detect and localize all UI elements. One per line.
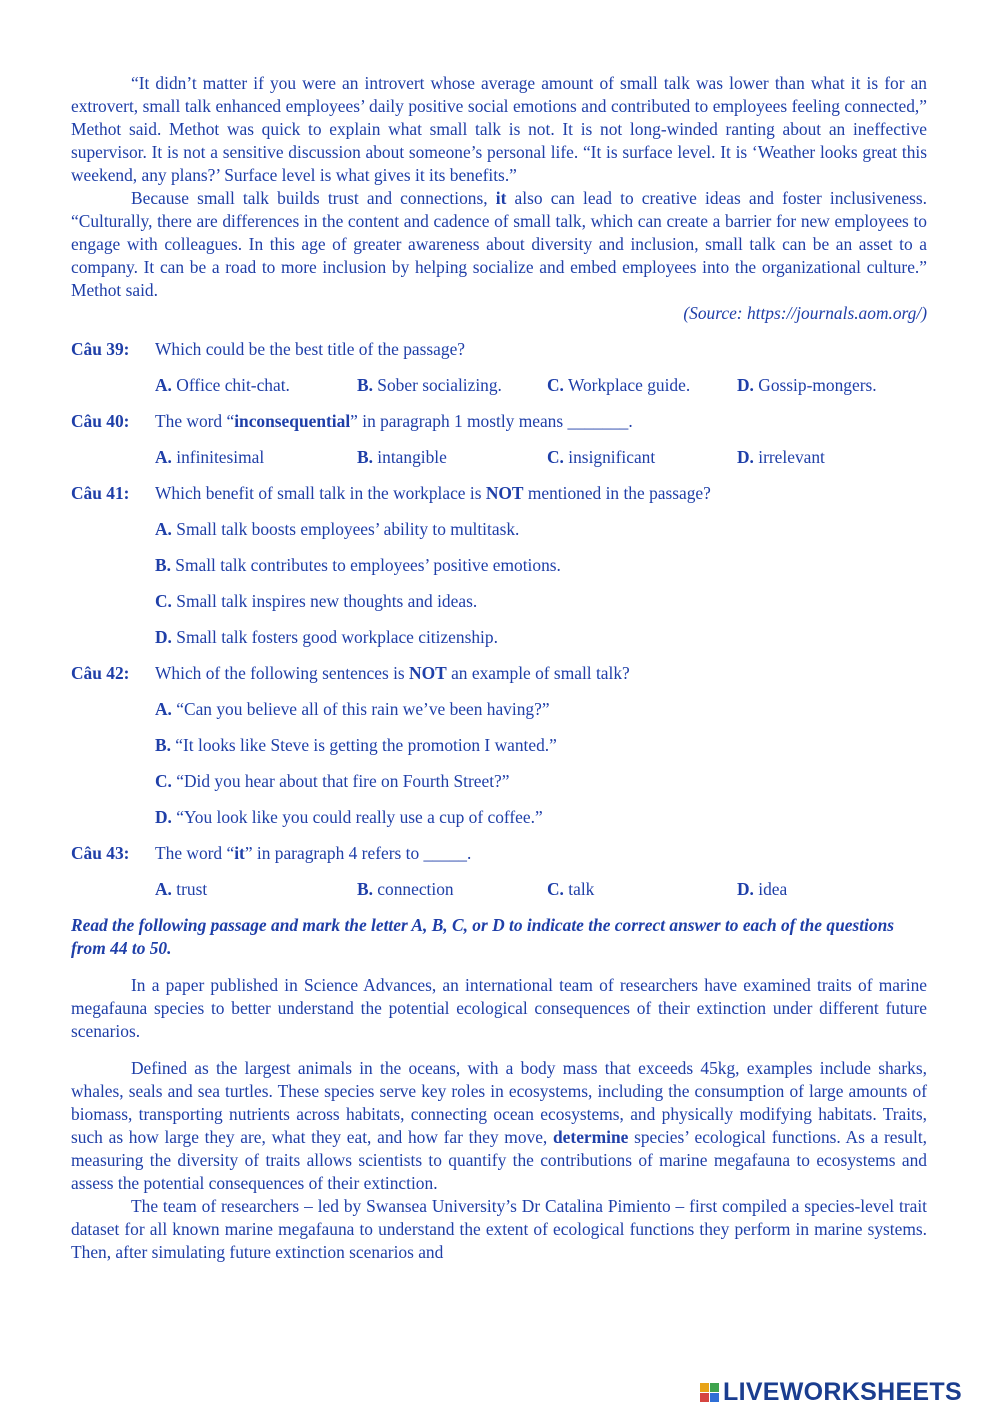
logo-text: LIVEWORKSHEETS: [723, 1378, 962, 1406]
question-number: Câu 42:: [71, 663, 130, 683]
option-d[interactable]: D. Small talk fosters good workplace citizenship.: [155, 627, 498, 647]
question-number: Câu 40:: [71, 411, 130, 431]
section-instruction: Read the following passage and mark the letter A, B, C, or D to indicate the correct answer to each of the questions from 44 to 50.: [71, 915, 895, 958]
option-c[interactable]: C. talk: [547, 879, 595, 899]
question-43-options: [71, 878, 927, 901]
logo-square-4: [710, 1393, 719, 1402]
question-43: [71, 842, 927, 865]
passage2-paragraph-3: The team of researchers – led by Swansea University’s Dr Catalina Pimiento – first compiled a species-level trait dataset for all known marine megafauna to understand the extent of ecological functions they perform in marine systems. Then, after simulating future extinction scenarios and: [71, 1196, 927, 1262]
logo-square-2: [710, 1383, 719, 1392]
option-d[interactable]: D. Gossip-mongers.: [737, 375, 877, 395]
passage1-paragraph-3: “It didn’t matter if you were an introvert whose average amount of small talk was lower than what it is for an extrovert, small talk enhanced employees’ daily positive social emotions and contributed to employees feeling connected,” Methot said. Methot was quick to explain what small talk is not. It is not long-winded ranting about an ineffective supervisor. It is not a sensitive discussion about someone’s personal life. “It is surface level. It is ‘Weather looks great this weekend, any plans?’ Surface level is what gives it its benefits.”: [71, 73, 927, 185]
logo-square-1: [700, 1383, 709, 1392]
option-b[interactable]: B. intangible: [357, 447, 447, 467]
question-40: [71, 410, 927, 433]
option-a[interactable]: A. Office chit-chat.: [155, 375, 290, 395]
question-39: [71, 338, 927, 361]
option-a[interactable]: A. Small talk boosts employees’ ability to multitask.: [155, 519, 520, 539]
option-b[interactable]: B. “It looks like Steve is getting the promotion I wanted.”: [155, 735, 557, 755]
liveworksheets-logo-icon: [700, 1383, 719, 1402]
passage2-paragraph-2: Defined as the largest animals in the oceans, with a body mass that exceeds 45kg, examples include sharks, whales, seals and sea turtles. These species serve key roles in ecosystems, including the consumption of large amounts of biomass, transporting nutrients across habitats, connecting ocean ecosystems, and physically modifying habitats. Traits, such as how large they are, what they eat, and how far they move, determine species’ ecological functions. As a result, measuring the diversity of traits allows scientists to quantify the contributions of marine megafauna to ecosystems and assess the potential consequences of their extinction.: [71, 1058, 927, 1193]
highlighted-word-determine: determine: [553, 1127, 629, 1147]
question-text: Which could be the best title of the passage?: [155, 339, 466, 359]
question-number: Câu 41:: [71, 483, 130, 503]
source-citation: (Source: https://journals.aom.org/): [683, 303, 927, 323]
question-text: The word “it” in paragraph 4 refers to _____.: [155, 843, 472, 863]
question-42: [71, 662, 927, 685]
question-40-options: [71, 446, 927, 469]
option-b[interactable]: B. connection: [357, 879, 454, 899]
option-d[interactable]: D. idea: [737, 879, 788, 899]
option-b[interactable]: B. Sober socializing.: [357, 375, 502, 395]
worksheet-page: [71, 72, 927, 1264]
question-text: The word “inconsequential” in paragraph 1 mostly means _______.: [155, 411, 633, 431]
question-text: Which of the following sentences is NOT an example of small talk?: [155, 663, 630, 683]
logo-square-3: [700, 1393, 709, 1402]
question-41: [71, 482, 927, 505]
highlighted-word-it: it: [495, 188, 507, 208]
option-b[interactable]: B. Small talk contributes to employees’ positive emotions.: [155, 555, 561, 575]
option-a[interactable]: A. infinitesimal: [155, 447, 265, 467]
option-c[interactable]: C. Small talk inspires new thoughts and ideas.: [155, 591, 478, 611]
liveworksheets-logo: [700, 1378, 962, 1407]
option-c[interactable]: C. Workplace guide.: [547, 375, 691, 395]
option-d[interactable]: D. irrelevant: [737, 447, 825, 467]
option-d[interactable]: D. “You look like you could really use a cup of coffee.”: [155, 807, 543, 827]
option-c[interactable]: C. “Did you hear about that fire on Fourth Street?”: [155, 771, 510, 791]
option-a[interactable]: A. “Can you believe all of this rain we’ve been having?”: [155, 699, 550, 719]
passage1-paragraph-4: Because small talk builds trust and connections, it also can lead to creative ideas and foster inclusiveness. “Culturally, there are differences in the content and cadence of small talk, which can create a barrier for new employees to engage with colleagues. In this age of greater awareness about diversity and inclusion, small talk can be an asset to a company. It can be a road to more inclusion by helping socialize and embed employees into the organizational culture.” Methot said.: [71, 188, 927, 300]
question-39-options: [71, 374, 927, 397]
question-text: Which benefit of small talk in the workplace is NOT mentioned in the passage?: [155, 483, 711, 503]
question-number: Câu 43:: [71, 843, 130, 863]
option-a[interactable]: A. trust: [155, 879, 208, 899]
question-number: Câu 39:: [71, 339, 130, 359]
option-c[interactable]: C. insignificant: [547, 447, 656, 467]
passage2-paragraph-1: In a paper published in Science Advances, an international team of researchers have examined traits of marine megafauna species to better understand the potential ecological consequences of their extinction under different future scenarios.: [71, 975, 927, 1041]
